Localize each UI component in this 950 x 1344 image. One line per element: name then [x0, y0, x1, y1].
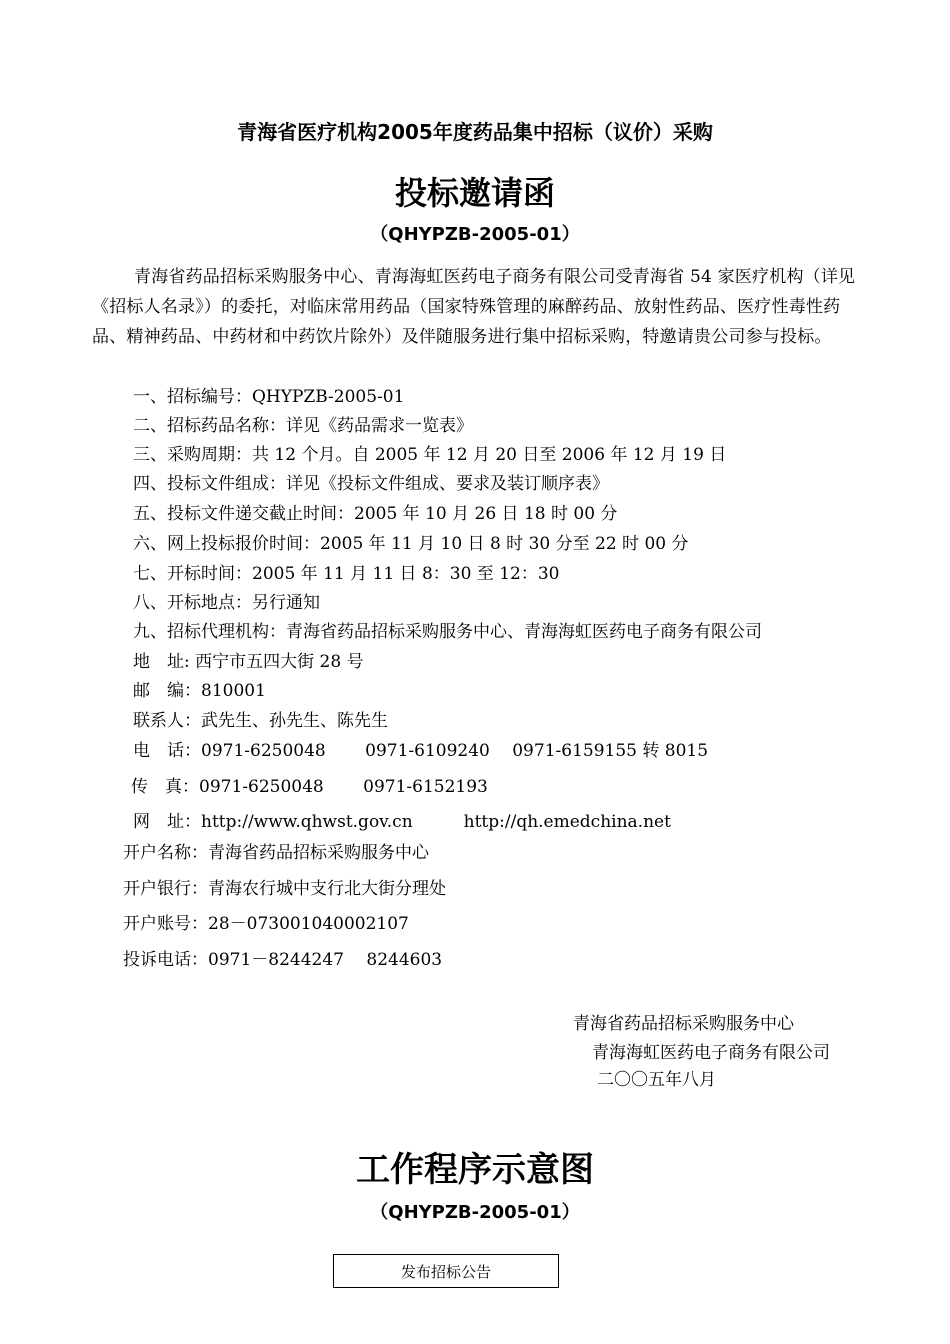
item-5: 五、投标文件递交截止时间：2005 年 10 月 26 日 18 时 00 分: [133, 504, 618, 524]
item-1: 一、招标编号：QHYPZB-2005-01: [133, 387, 405, 407]
item-6: 六、网上投标报价时间：2005 年 11 月 10 日 8 时 30 分至 22 时 00 分: [133, 534, 689, 554]
contact-fax: 传 真：0971-6250048 0971-6152193: [131, 777, 488, 797]
bank-name: 开户银行：青海农行城中支行北大街分理处: [123, 879, 446, 899]
bank-account-no: 开户账号：28－073001040002107: [123, 914, 409, 934]
contact-phone: 电 话：0971-6250048 0971-6109240 0971-6159155 转 8015: [133, 741, 709, 761]
item-3: 三、采购周期：共 12 个月。自 2005 年 12 月 20 日至 2006 年 12 月 19 日: [133, 445, 727, 465]
flow-box-label: 发布招标公告: [400, 1262, 491, 1281]
flow-box-publish-notice: [333, 1254, 559, 1288]
section-code: （QHYPZB-2005-01）: [370, 1202, 580, 1223]
document-title: 投标邀请函: [394, 174, 555, 212]
document-code: （QHYPZB-2005-01）: [370, 224, 580, 245]
item-7: 七、开标时间：2005 年 11 月 11 日 8：30 至 12：30: [133, 564, 560, 584]
item-8: 八、开标地点：另行通知: [133, 593, 320, 613]
complaint-phone: 投诉电话：0971－8244247 8244603: [123, 950, 443, 970]
contact-postcode: 邮 编：810001: [133, 681, 266, 701]
signature-org-1: 青海省药品招标采购服务中心: [573, 1014, 794, 1034]
item-4: 四、投标文件组成：详见《投标文件组成、要求及装订顺序表》: [133, 474, 609, 494]
signature-org-2: 青海海虹医药电子商务有限公司: [592, 1043, 830, 1063]
document-subtitle: 青海省医疗机构2005年度药品集中招标（议价）采购: [237, 120, 713, 144]
contact-web: 网 址：http://www.qhwst.gov.cn http://qh.emedchina.net: [133, 812, 671, 832]
section-title: 工作程序示意图: [356, 1150, 594, 1190]
item-2: 二、招标药品名称：详见《药品需求一览表》: [133, 416, 473, 436]
signature-date: 二〇〇五年八月: [597, 1070, 716, 1090]
intro-paragraph: 青海省药品招标采购服务中心、青海海虹医药电子商务有限公司受青海省 54 家医疗机构（详见《招标人名录》）的委托，对临床常用药品（国家特殊管理的麻醉药品、放射性药品、医疗性毒性药品、精神药品、中药材和中药饮片除外）及伴随服务进行集中招标采购，特邀请贵公司参与投标。: [92, 267, 856, 347]
item-9: 九、招标代理机构：青海省药品招标采购服务中心、青海海虹医药电子商务有限公司: [133, 622, 762, 642]
bank-account-name: 开户名称：青海省药品招标采购服务中心: [123, 843, 429, 863]
contact-address: 地 址: 西宁市五四大街 28 号: [133, 652, 364, 672]
contact-people: 联系人：武先生、孙先生、陈先生: [133, 711, 388, 731]
